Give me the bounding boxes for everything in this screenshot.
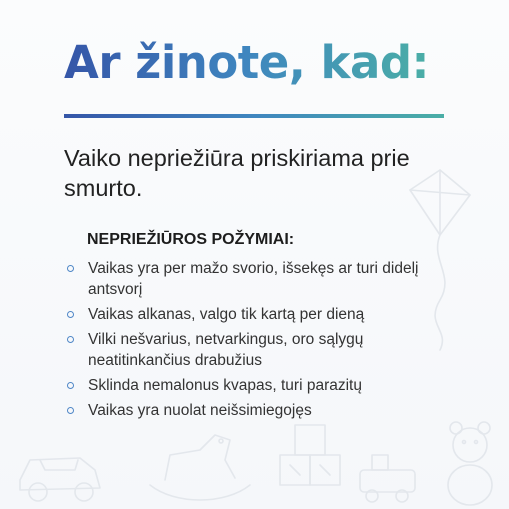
list-item-text: Vaikas alkanas, valgo tik kartą per dieną <box>88 306 365 323</box>
signs-heading: NEPRIEŽIŪROS POŽYMIAI: <box>87 231 295 248</box>
bullet-circle-icon <box>67 265 74 272</box>
toy-blocks-icon <box>280 425 340 485</box>
rocking-horse-icon <box>150 435 250 500</box>
list-item <box>64 304 464 325</box>
teddy-bear-icon <box>448 422 492 505</box>
list-item-text: Vaikas yra nuolat neišsimiegojęs <box>88 402 312 419</box>
title-underline <box>64 114 444 118</box>
list-item <box>64 329 464 371</box>
toy-train-icon <box>360 455 415 502</box>
page-title: Ar žinote, kad: <box>64 36 430 89</box>
bullet-circle-icon <box>67 336 74 343</box>
bullet-circle-icon <box>67 311 74 318</box>
list-item <box>64 400 464 421</box>
list-item-text: Sklinda nemalonus kvapas, turi parazitų <box>88 377 362 394</box>
list-item <box>64 258 464 300</box>
bullet-circle-icon <box>67 382 74 389</box>
toy-car-icon <box>20 458 100 501</box>
list-item-text: Vaikas yra per mažo svorio, išsekęs ar turi didelį antsvorį <box>88 260 419 298</box>
lead-statement: Vaiko nepriežiūra priskiriama prie smurto. <box>64 145 410 201</box>
list-item <box>64 375 464 396</box>
bullet-circle-icon <box>67 407 74 414</box>
signs-list <box>64 258 464 425</box>
list-item-text: Vilki nešvarius, netvarkingus, oro sąlygų neatitinkančius drabužius <box>88 331 364 369</box>
